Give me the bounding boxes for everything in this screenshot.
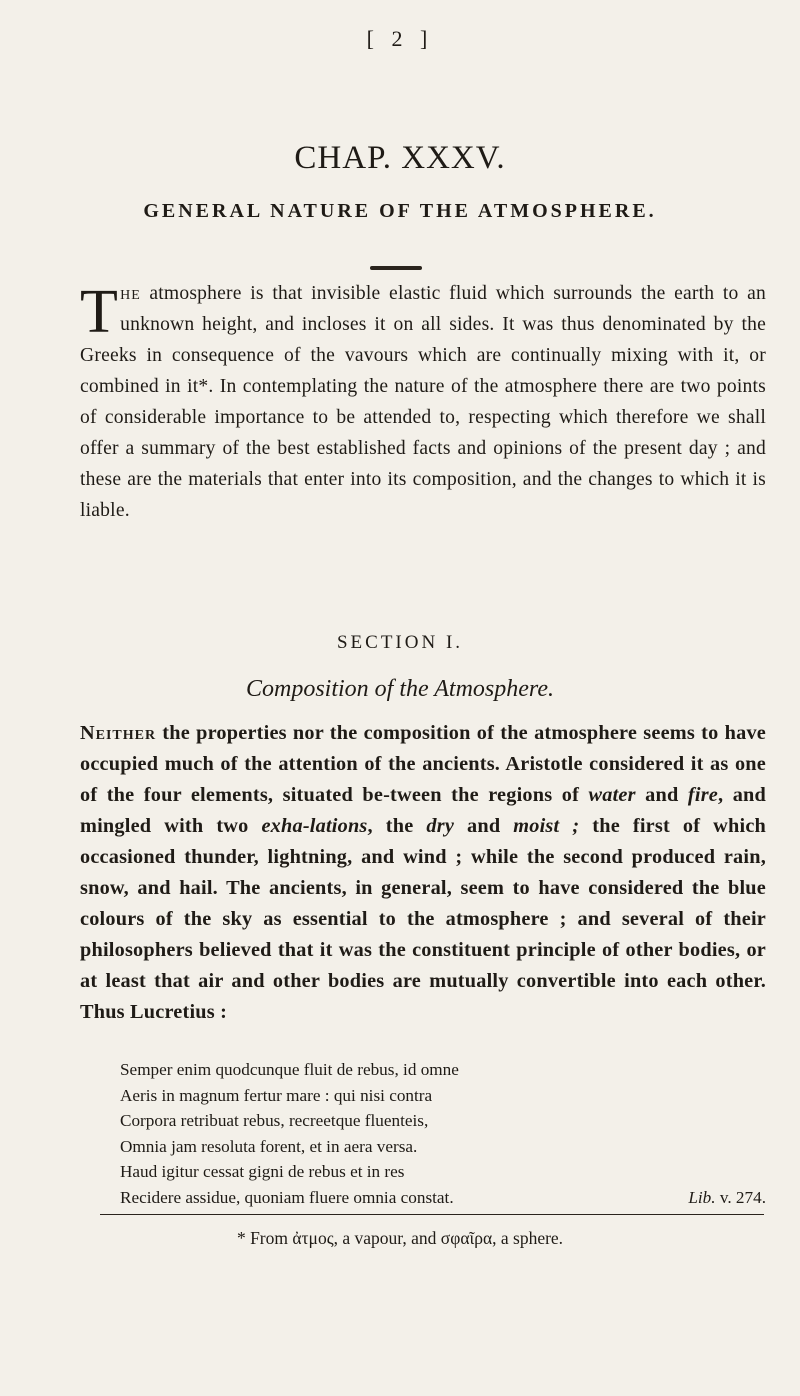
quote-reference <box>688 1185 766 1211</box>
term-water: water <box>588 784 636 806</box>
footnote: * From ἀτμος, a vapour, and σφαῖρα, a sphere. <box>236 1228 564 1248</box>
section-and-2: and <box>454 815 514 837</box>
term-fire: fire <box>687 784 718 806</box>
section-text-a: the properties nor the composition of the atmosphere seems to have occupied much of the attention of the ancients. Aristotle considered it as one of the four elements, situated be-tween the regions of <box>80 722 766 806</box>
quote-line: Corpora retribuat rebus, recreetque fluenteis, <box>120 1111 429 1130</box>
section-text-b: , and mingled with two <box>80 784 767 837</box>
intro-lead-word: he <box>120 283 141 304</box>
section-subheading: Composition of the Atmosphere. <box>246 676 554 702</box>
quote-line-last <box>120 1185 766 1211</box>
drop-cap: T <box>80 278 119 346</box>
quote-reference-book: Lib. <box>688 1187 716 1207</box>
term-dry: dry <box>426 815 455 837</box>
quote-line: Aeris in magnum fertur mare : qui nisi contra <box>120 1085 433 1105</box>
quote-line: Semper enim quodcunque fluit de rebus, id omne <box>120 1060 459 1079</box>
chapter-subtitle: GENERAL NATURE OF THE ATMOSPHERE. <box>143 200 657 222</box>
quote-line: Recidere assidue, quoniam fluere omnia constat. <box>120 1187 454 1207</box>
intro-paragraph <box>80 278 766 526</box>
section-heading: SECTION I. <box>336 632 464 653</box>
quote-line: Omnia jam resoluta forent, et in aera versa. <box>120 1136 418 1156</box>
section-text-d: the first of which occasioned thunder, lightning, and wind ; while the second produced rain, snow, and hail. The ancients, in general, seem to have considered the blue colours of the sky as essential to the atmosphere ; and several of their philosophers believed that it was the constituent principle of other bodies, or at least that air and other bodies are mutually convertible into each other. Thus Lucretius : <box>80 815 766 1023</box>
quote-line: Haud igitur cessat gigni de rebus et in res <box>120 1162 405 1181</box>
ornamental-rule <box>370 266 422 270</box>
lucretius-quote <box>120 1057 766 1210</box>
section-text-c: , the <box>367 815 427 837</box>
chapter-title: CHAP. XXXV. <box>294 140 506 176</box>
quote-reference-location: v. 274. <box>715 1187 766 1207</box>
section-paragraph <box>80 718 766 1028</box>
intro-text: atmosphere is that invisible elastic fluid which surrounds the earth to an unknown height, and incloses it on all sides. It was thus denominated by the Greeks in consequence of the vavours which are continually mixing with it, or combined in it*. In contemplating the nature of the atmosphere there are two points of considerable importance to be attended to, respecting which therefore we shall offer a summary of the best established facts and opinions of the present day ; and these are the materials that enter into its composition, and the changes to which it is liable. <box>80 283 766 521</box>
term-exhalations: exha-lations <box>261 815 368 837</box>
footnote-divider <box>100 1214 764 1215</box>
term-moist: moist ; <box>513 815 580 837</box>
section-lead-word: Neither <box>80 722 157 744</box>
page-number: [ 2 ] <box>366 26 434 51</box>
section-and-1: and <box>635 784 688 806</box>
